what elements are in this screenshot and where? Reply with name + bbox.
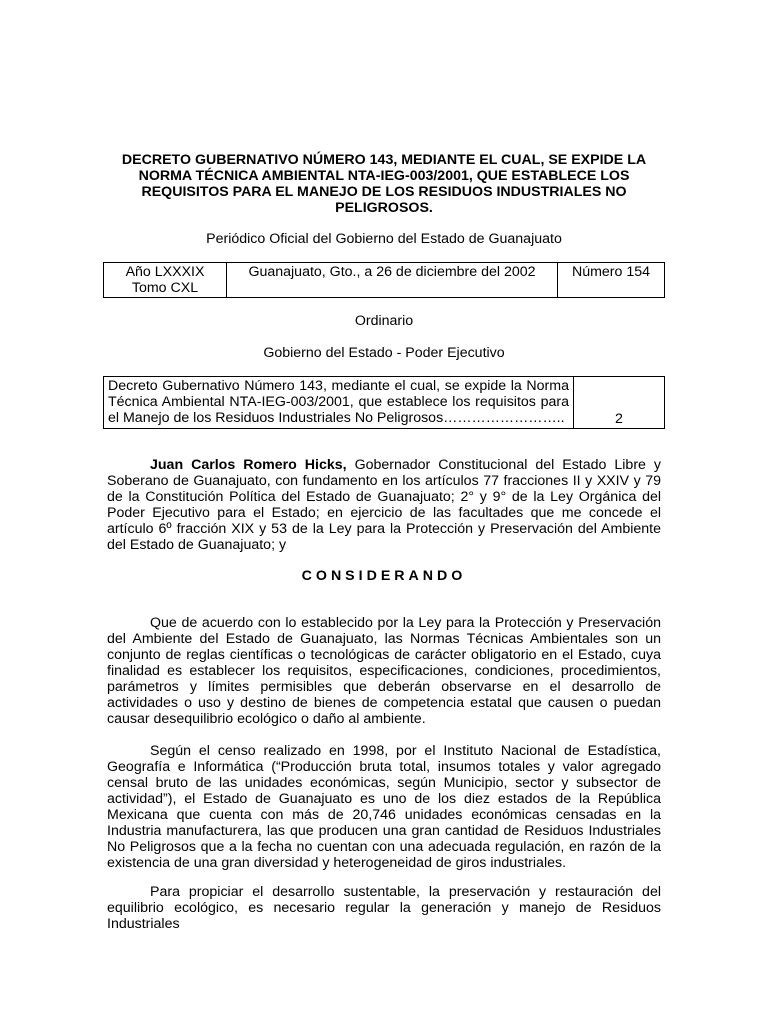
publication-name: Periódico Oficial del Gobierno del Estado de Guanajuato bbox=[206, 231, 562, 247]
tome-label: Tomo CXL bbox=[131, 280, 199, 296]
edition-type: Ordinario bbox=[354, 313, 414, 329]
governor-name: Juan Carlos Romero Hicks, bbox=[150, 457, 347, 473]
index-entry: Decreto Gubernativo Número 143, mediante el cual, se expide la Norma Técnica Ambiental NTA-IEG-003/2001, que establece los requisitos para el Manejo de los Residuos Industriales No Peligrosos…………………….. bbox=[104, 377, 574, 429]
paragraph-1: Que de acuerdo con lo establecido por la Ley para la Protección y Preservación del Ambiente del Estado de Guanajuato, las Normas Técnicas Ambientales son un conjunto de reglas científicas o tecnológicas de carácter obligatorio en el Estado, cuya finalidad es establecer los requisitos, especificaciones, condiciones, procedimientos, parámetros y límites permisibles que deberán observarse en el desarrollo de actividades o uso y destino de bienes de competencia estatal que causen o puedan causar desequilibrio ecológico o daño al ambiente. bbox=[107, 615, 661, 727]
section-name: Gobierno del Estado - Poder Ejecutivo bbox=[263, 345, 505, 361]
index-page-number: 2 bbox=[574, 377, 665, 429]
intro-text: Gobernador Constitucional del Estado Libre y Soberano de Guanajuato, con fundamento en los artículos 77 fracciones II y XXIV y 79 de la Constitución Política del Estado de Guanajuato; 2° y 9° de la Ley Orgánica del Poder Ejecutivo para el Estado; en ejercicio de las facultades que me concede el artículo 6º fracción XIX y 53 de la Ley para la Protección y Preservación del Ambiente del Estado de Guanajuato; y bbox=[107, 457, 661, 553]
place-date-cell: Guanajuato, Gto., a 26 de diciembre del 2002 bbox=[227, 263, 558, 298]
year-label: Año LXXXIX bbox=[125, 264, 205, 280]
issue-number-cell: Número 154 bbox=[558, 263, 665, 298]
intro-paragraph bbox=[107, 457, 661, 553]
considerando-heading: CONSIDERANDO bbox=[301, 568, 467, 584]
paragraph-3: Para propiciar el desarrollo sustentable, la preservación y restauración del equilibrio ecológico, es necesario regular la generación y manejo de Residuos Industriales bbox=[107, 884, 661, 932]
index-table bbox=[103, 376, 665, 429]
header-table bbox=[103, 262, 665, 298]
document-title: DECRETO GUBERNATIVO NÚMERO 143, MEDIANTE EL CUAL, SE EXPIDE LA NORMA TÉCNICA AMBIENTAL NTA-IEG-003/2001, QUE ESTABLECE LOS REQUISITOS PARA EL MANEJO DE LOS RESIDUOS INDUSTRIALES NO PELIGROSOS. bbox=[121, 152, 647, 216]
year-tome-cell bbox=[104, 263, 227, 298]
paragraph-2: Según el censo realizado en 1998, por el Instituto Nacional de Estadística, Geografía e Informática (“Producción bruta total, insumos totales y valor agregado censal bruto de las unidades económicas, según Municipio, sector y subsector de actividad”), el Estado de Guanajuato es uno de los diez estados de la República Mexicana que cuenta con más de 20,746 unidades económicas censadas en la Industria manufacturera, las que producen una gran cantidad de Residuos Industriales No Peligrosos que a la fecha no cuentan con una adecuada regulación, en razón de la existencia de una gran diversidad y heterogeneidad de giros industriales. bbox=[107, 743, 661, 871]
